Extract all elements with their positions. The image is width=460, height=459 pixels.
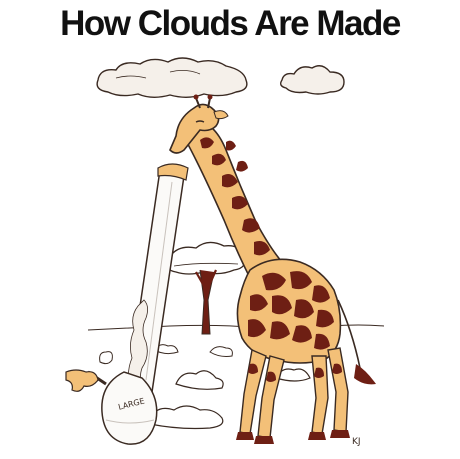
bong xyxy=(66,164,188,444)
acacia-tree xyxy=(167,242,245,334)
meme-title: How Clouds Are Made xyxy=(60,4,400,43)
cloud-large xyxy=(97,58,247,97)
bong-label: LARGE xyxy=(117,396,146,412)
artist-signature: KJ xyxy=(352,437,361,447)
cloud-small xyxy=(281,66,344,94)
